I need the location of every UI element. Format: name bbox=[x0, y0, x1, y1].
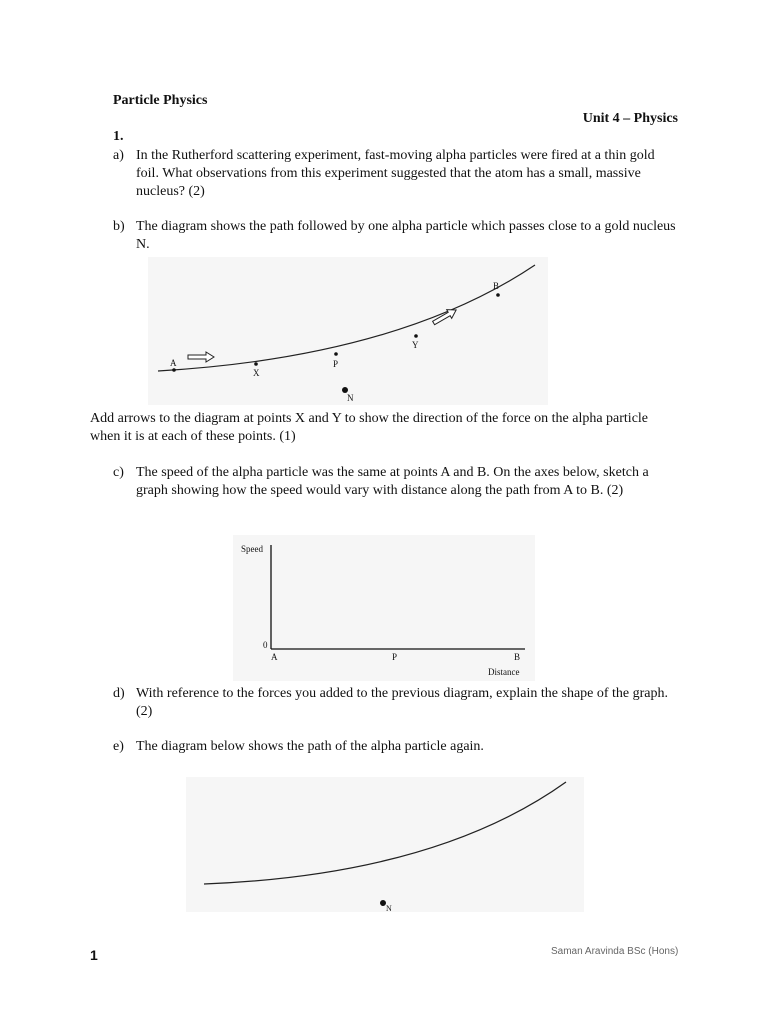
alpha-path-curve bbox=[158, 265, 535, 371]
question-b-text: The diagram shows the path followed by one alpha particle which passes close to a gold nucleus N. bbox=[136, 219, 676, 252]
question-e-label: e) bbox=[113, 739, 124, 754]
tick-a: A bbox=[271, 652, 278, 662]
label-p: P bbox=[333, 359, 339, 369]
y-axis-label: Speed bbox=[241, 544, 263, 554]
direction-arrow-icon bbox=[188, 352, 214, 362]
label-n-2: N bbox=[386, 904, 392, 912]
unit-heading: Unit 4 – Physics bbox=[582, 111, 678, 126]
question-a-label: a) bbox=[113, 148, 124, 163]
question-c-label: c) bbox=[113, 465, 124, 480]
author-credit: Saman Aravinda BSc (Hons) bbox=[551, 946, 679, 957]
label-y: Y bbox=[412, 340, 419, 350]
label-x: X bbox=[253, 368, 260, 378]
question-b-label: b) bbox=[113, 219, 125, 234]
question-e-text: The diagram below shows the path of the alpha particle again. bbox=[136, 739, 484, 754]
point-x bbox=[254, 362, 258, 366]
page-title: Particle Physics bbox=[113, 93, 208, 108]
point-b bbox=[496, 293, 500, 297]
question-a-text: In the Rutherford scattering experiment, fast-moving alpha particles were fired at a thin gold foil. What observations from this experiment suggested that the atom has a small, massive nucleus? (2) bbox=[136, 148, 655, 199]
question-c-text: The speed of the alpha particle was the same at points A and B. On the axes below, sketch a graph showing how the speed would vary with distance along the path from A to B. (2) bbox=[136, 465, 649, 498]
question-d-text: With reference to the forces you added to the previous diagram, explain the shape of the graph. (2) bbox=[136, 686, 669, 719]
point-p bbox=[334, 352, 338, 356]
question-b-instruction: Add arrows to the diagram at points X and Y to show the direction of the force on the alpha particle when it is at each of these points. (1) bbox=[90, 411, 649, 444]
label-b: B bbox=[493, 281, 500, 291]
alpha-path-diagram-2 bbox=[186, 777, 584, 912]
tick-b: B bbox=[514, 652, 521, 662]
origin-label: 0 bbox=[263, 640, 268, 650]
question-d-label: d) bbox=[113, 686, 125, 701]
point-a bbox=[172, 368, 176, 372]
speed-distance-axes bbox=[233, 535, 535, 681]
label-n: N bbox=[347, 393, 354, 403]
alpha-path-diagram bbox=[148, 257, 548, 405]
tick-p: P bbox=[392, 652, 398, 662]
x-axis-label: Distance bbox=[488, 667, 520, 677]
question-number: 1. bbox=[113, 129, 124, 144]
page-number: 1 bbox=[90, 947, 98, 963]
point-y bbox=[414, 334, 418, 338]
label-a: A bbox=[170, 358, 177, 368]
alpha-path-curve-2 bbox=[204, 782, 566, 884]
